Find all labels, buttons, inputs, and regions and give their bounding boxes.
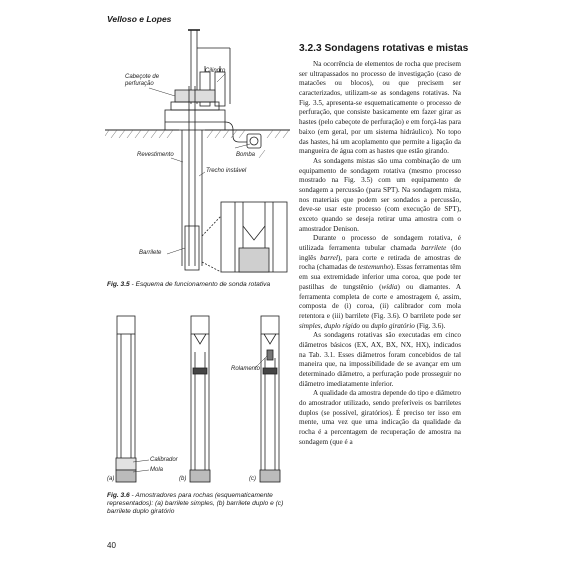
label-rolamento: Rolamento [231, 366, 261, 372]
label-revestimento: Revestimento [137, 152, 174, 158]
label-bomba: Bomba [236, 152, 256, 158]
label-cabecote-line2: perfuração [125, 81, 154, 87]
label-cilindro: Cilindro [205, 68, 226, 74]
label-barrilete: Barrilete [139, 250, 162, 256]
figure-3-6-samplers-diagram [105, 310, 290, 488]
figure-3-5-caption-text: - Esquema de funcionamento de sonda rotativa [129, 281, 271, 288]
italic-term: barrilete [421, 244, 447, 253]
label-b: (b) [179, 476, 187, 482]
text-run: ), para corte e retirada de amostras de rocha (chamadas de [299, 253, 461, 272]
text-run: ). Essas ferramentas têm em sua extremidade inferior uma coroa, que pode ter pastilhas de tungstênio ( [299, 263, 461, 291]
text-run: As sondagens rotativas são executadas em cinco diâmetros básicos (EX, AX, BX, NX, HX), indicados na Tab. 3.1. Esses diâmetros foram concebidos de tal maneira que, na impossibilidade de se avançar em um determinado diâmetro, a perfuração pode prosseguir no diâmetro imediatamente inferior. [299, 331, 461, 388]
body-paragraph [299, 331, 461, 389]
text-run: A qualidade da amostra depende do tipo e diâmetro do amostrador utilizado, sendo preferíveis os barriletes duplos (se possível, giratórios). É preciso ter isso em mente, uma vez que uma indicação da qualidade da rocha é a percentagem de recuperação de amostra na sondagem (que é a [299, 389, 461, 446]
body-paragraph [299, 60, 461, 157]
italic-term: wídia [381, 282, 398, 291]
label-mola: Mola [150, 467, 164, 473]
text-run: Na ocorrência de elementos de rocha que precisem ser ultrapassados no processo de investigação (caso de matacões ou blocos), ou que precisem ser caracterizados, utilizam-se as sondagens rotativas. Na Fig. 3.5, apresenta-se esquematicamente o processo de perfuração, que consiste basicamente em fazer girar as hastes (pelo cabeçote de perfuração) e em forçá-las para baixo (em geral, por um sistema hidráulico). No topo das hastes, há um acoplamento que permite a ligação da mangueira de água com as hastes que estão girando. [299, 60, 461, 156]
italic-term: barrel [320, 253, 338, 262]
text-run: As sondagens mistas são uma combinação de um equipamento de sondagem rotativa (mesmo processo mostrado na Fig. 3.5) com um equipamento de sondagem a percussão (para SPT). Na sondagem mista, nos materiais que podem ser sondados a percussão, deve-se usar este processo (com execução de SPT), exceto quando se deseja retirar uma amostra com o amostrador Denison. [299, 156, 461, 233]
label-a: (a) [107, 476, 115, 482]
label-trecho-instavel: Trecho instável [206, 168, 247, 174]
figure-3-5-caption-number: Fig. 3.5 [107, 281, 130, 288]
italic-term: testemunho [357, 263, 391, 272]
text-run: Durante o processo de sondagem rotativa, é utilizada ferramenta tubular chamada [299, 234, 461, 253]
italic-term: simples, duplo rígido [299, 321, 360, 330]
figure-3-6-caption [107, 492, 287, 516]
page-number: 40 [107, 541, 116, 550]
label-c: (c) [249, 476, 256, 482]
text-run: (do inglês [299, 244, 461, 262]
figure-3-6-caption-number: Fig. 3.6 [107, 492, 130, 499]
figure-3-5-caption [107, 281, 292, 289]
label-calibrador: Calibrador [150, 457, 178, 463]
text-run: ou [359, 321, 371, 330]
body-paragraph [299, 157, 461, 235]
figure-3-5-drilling-rig-diagram [105, 26, 290, 276]
text-run: (Fig. 3.6). [414, 321, 446, 330]
section-heading: 3.2.3 Sondagens rotativas e mistas [299, 43, 469, 54]
body-paragraph [299, 389, 461, 447]
figure-3-6-caption-text: - Amostradores para rochas (esquematicamente representados): (a) barrilete simples, (b) barrilete duplo e (c) barrilete duplo giratório [107, 492, 284, 515]
italic-term: duplo giratório [370, 321, 415, 330]
section-body [299, 60, 461, 448]
label-cabecote-line1: Cabeçote de [125, 74, 160, 80]
running-head: Velloso e Lopes [107, 14, 172, 24]
text-run: ) ou diamantes. A ferramenta completa de corte e amostragem é, assim, composta de (i) coroa, (ii) calibrador com mola retentora e (iii) barrilete (Fig. 3.6). O barrilete pode ser [299, 282, 462, 320]
body-paragraph [299, 234, 461, 331]
